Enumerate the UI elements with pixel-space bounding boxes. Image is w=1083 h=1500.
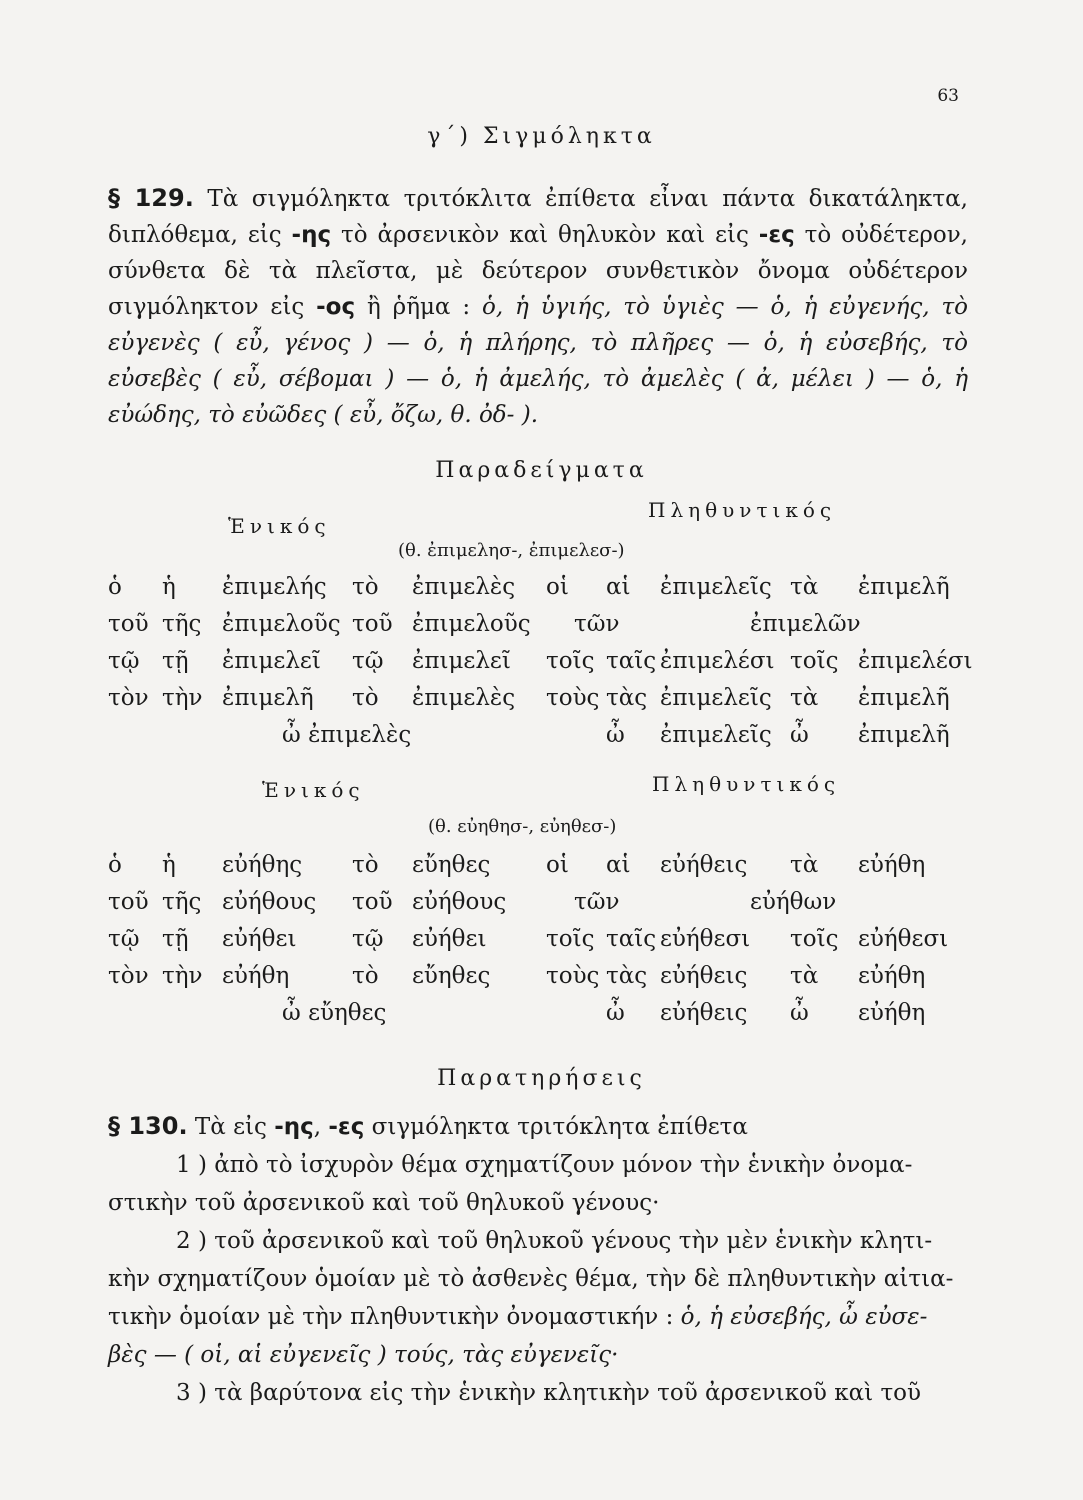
paragraph-130-line (108, 1304, 968, 1330)
table-cell: τοῦ (108, 889, 149, 915)
table-cell: ἡ (162, 852, 176, 878)
section-number-130: § 130. (108, 1112, 188, 1140)
table-cell: τὰς (606, 685, 648, 711)
table-row (0, 963, 1083, 999)
table-cell: ἐπιμελεῖ (412, 648, 511, 674)
table-cell: ἐπιμελῆ (858, 722, 950, 748)
table-cell: αἱ (606, 852, 631, 878)
plural-label: Πληθυντικός (648, 498, 837, 522)
section-heading: γ΄) Σιγμόληκτα (427, 124, 656, 149)
ending-es: -ες (758, 222, 795, 248)
table-cell: ἐπιμελής (222, 574, 327, 600)
table-cell: εὔηθες (412, 963, 491, 989)
table-cell: ἐπιμελέσι (858, 648, 973, 674)
table-cell: τὸ (352, 685, 379, 711)
table-cell: τῷ (352, 648, 384, 674)
table-cell: τῆς (162, 889, 202, 915)
paragraph-130-line: κὴν σχηματίζουν ὁμοίαν μὲ τὸ ἀσθενὲς θέμα, τὴν δὲ πληθυντικὴν αἰτια- (108, 1266, 954, 1292)
table-cell: τὴν (162, 685, 203, 711)
table-cell: τὸ (352, 574, 379, 600)
table-cell: εὐήθεσι (858, 926, 949, 952)
table-cell: ἐπιμελεῖ (222, 648, 321, 674)
table-cell: εὐήθης (222, 852, 303, 878)
paragraph-130-line: 2 ) τοῦ ἀρσενικοῦ καὶ τοῦ θηλυκοῦ γένους τὴν μὲν ἑνικὴν κλητι- (176, 1228, 933, 1254)
table-row (0, 1000, 1083, 1036)
table-row (0, 722, 1083, 758)
table-cell: εὐήθει (222, 926, 297, 952)
paragraph-text: τικὴν ὁμοίαν μὲ τὴν πληθυντικὴν ὀνομαστικήν : (108, 1304, 681, 1330)
table-cell: ἐπιμελέσι (660, 648, 775, 674)
table-row (0, 926, 1083, 962)
table-cell: τῷ (108, 648, 140, 674)
table-cell: ταῖς (606, 926, 657, 952)
table-row (0, 685, 1083, 721)
table-row (0, 648, 1083, 684)
table-cell: εὐήθει (412, 926, 487, 952)
table-cell: ὦ (606, 722, 625, 748)
table-cell: τῷ (352, 926, 384, 952)
table-cell: τοῦ (352, 889, 393, 915)
table-cell: τῶν (574, 611, 620, 637)
table-cell: τῶν (574, 889, 620, 915)
table-cell: ὦ εὔηθες (282, 1000, 387, 1026)
paragraph-130-intro (108, 1112, 968, 1140)
table-cell: τοῖς (790, 648, 839, 674)
table-cell: ἐπιμελεῖς (660, 722, 772, 748)
table-cell: τοῦ (352, 611, 393, 637)
singular-label: Ἑνικός (228, 514, 331, 538)
table-cell: εὐήθους (222, 889, 317, 915)
table-cell: τὰς (606, 963, 648, 989)
table-cell: τὰ (790, 852, 819, 878)
table-cell: ἐπιμελὲς (412, 574, 516, 600)
table-cell: τὸ (352, 963, 379, 989)
table-cell: τὸν (108, 963, 149, 989)
table-cell: τὸν (108, 685, 149, 711)
theme-note: (θ. ἐπιμελησ-, ἐπιμελεσ-) (398, 540, 625, 561)
table-cell: τὸ (352, 852, 379, 878)
ending-os: -ος (316, 294, 356, 320)
table-cell: τὰ (790, 685, 819, 711)
table-cell: αἱ (606, 574, 631, 600)
paragraph-130-line: 1 ) ἀπὸ τὸ ἰσχυρὸν θέμα σχηματίζουν μόνον τὴν ἑνικὴν ὀνομα- (176, 1152, 913, 1178)
table-cell: τοῦ (108, 611, 149, 637)
paragraph-text: σιγμόληκτα τριτόκλητα ἐπίθετα (364, 1114, 748, 1140)
table-cell: ὁ (108, 852, 122, 878)
table-cell: ὁ (108, 574, 122, 600)
table-cell: τοῖς (790, 926, 839, 952)
singular-label: Ἑνικός (262, 778, 365, 802)
table-cell: εὐήθη (222, 963, 290, 989)
table-cell: εὔηθες (412, 852, 491, 878)
section-number-129: § 129. (108, 184, 194, 212)
table-row (0, 889, 1083, 925)
table-cell: εὐήθη (858, 963, 926, 989)
table-cell: ἐπιμελῆ (858, 685, 950, 711)
paragraph-text: ἢ ῥῆμα : (355, 294, 482, 320)
paragraph-text: τὸ ἀρσενικὸν καὶ θηλυκὸν καὶ εἰς (331, 222, 759, 248)
table-cell: ταῖς (606, 648, 657, 674)
remarks-heading: Παρατηρήσεις (437, 1066, 646, 1091)
table-cell: ἐπιμελοῦς (222, 611, 341, 637)
table-row (0, 852, 1083, 888)
table-cell: ὦ ἐπιμελὲς (282, 722, 412, 748)
paragraph-text: τὸ οὐδέτερον, σύνθετα δὲ τὰ πλεῖστα, μὲ δεύτερον συνθετικὸν ὄνομα οὐδέτερον σιγμόληκτον εἰς (108, 222, 968, 320)
table-cell: ἐπιμελὲς (412, 685, 516, 711)
table-cell: τοῖς (546, 648, 595, 674)
table-cell: εὐήθη (858, 1000, 926, 1026)
table-cell: ἐπιμελεῖς (660, 685, 772, 711)
table-cell: τοὺς (546, 685, 600, 711)
table-cell: ἡ (162, 574, 176, 600)
examples-text: ὁ, ἡ ὑγιής, τὸ ὑγιὲς — ὁ, ἡ εὐγενής, τὸ εὐγενὲς ( εὖ, γένος ) — ὁ, ἡ πλήρης, τὸ πλῆρες — ὁ, ἡ εὐσεβής, τὸ εὐσεβὲς ( εὖ, σέβομαι ) — ὁ, ἡ ἀμελής, τὸ ἀμελὲς ( ἀ, μέλει ) — ὁ, ἡ εὐώδης, τὸ εὐῶδες ( εὖ, ὄζω, θ. ὀδ- ). (108, 294, 969, 428)
paragraph-text: Τὰ εἰς (187, 1114, 275, 1140)
plural-label: Πληθυντικός (652, 772, 841, 796)
table-cell: εὐήθεσι (660, 926, 751, 952)
table-cell: τὴν (162, 963, 203, 989)
table-cell: εὐήθους (412, 889, 507, 915)
ending-hs: -ης (291, 222, 332, 248)
table-cell: ὦ (606, 1000, 625, 1026)
table-cell: εὐήθων (750, 889, 837, 915)
paradigms-heading: Παραδείγματα (435, 458, 648, 483)
table-cell: τοὺς (546, 963, 600, 989)
table-cell: εὐήθη (858, 852, 926, 878)
table-cell: τὰ (790, 963, 819, 989)
table-cell: οἱ (546, 574, 569, 600)
paragraph-130-line: 3 ) τὰ βαρύτονα εἰς τὴν ἑνικὴν κλητικὴν τοῦ ἀρσενικοῦ καὶ τοῦ (176, 1380, 921, 1406)
table-cell: τὰ (790, 574, 819, 600)
paragraph-129 (108, 180, 968, 433)
table-cell: ὦ (790, 722, 809, 748)
table-cell: τῇ (162, 926, 189, 952)
table-cell: ὦ (790, 1000, 809, 1026)
example-text: ὁ, ἡ εὐσεβής, ὦ εὐσε- (680, 1304, 928, 1330)
table-cell: οἱ (546, 852, 569, 878)
table-cell: εὐήθεις (660, 1000, 748, 1026)
paragraph-text: Τὰ σιγμόληκτα τριτόκλιτα ἐπίθετα εἶναι πάντα δικατάληκτα, διπλόθεμα, εἰς (108, 186, 968, 248)
table-cell: ἐπιμελῆ (858, 574, 950, 600)
table-cell: ἐπιμελῆ (222, 685, 314, 711)
paragraph-130-line: βὲς — ( οἱ, αἱ εὐγενεῖς ) τούς, τὰς εὐγενεῖς· (108, 1342, 619, 1368)
paragraph-130-line: στικὴν τοῦ ἀρσενικοῦ καὶ τοῦ θηλυκοῦ γένους· (108, 1190, 660, 1216)
paragraph-text: , (313, 1114, 329, 1140)
table-cell: εὐήθεις (660, 963, 748, 989)
table-cell: τῆς (162, 611, 202, 637)
table-cell: τῷ (108, 926, 140, 952)
theme-note: (θ. εὐηθησ-, εὐηθεσ-) (428, 816, 617, 837)
table-cell: ἐπιμελῶν (750, 611, 861, 637)
page-number: 63 (937, 86, 959, 106)
ending-hs: -ης (274, 1114, 314, 1140)
table-cell: τοῖς (546, 926, 595, 952)
table-cell: τῇ (162, 648, 189, 674)
table-cell: εὐήθεις (660, 852, 748, 878)
table-row (0, 574, 1083, 610)
ending-es: -ες (328, 1114, 365, 1140)
table-row (0, 611, 1083, 647)
table-cell: ἐπιμελεῖς (660, 574, 772, 600)
table-cell: ἐπιμελοῦς (412, 611, 531, 637)
